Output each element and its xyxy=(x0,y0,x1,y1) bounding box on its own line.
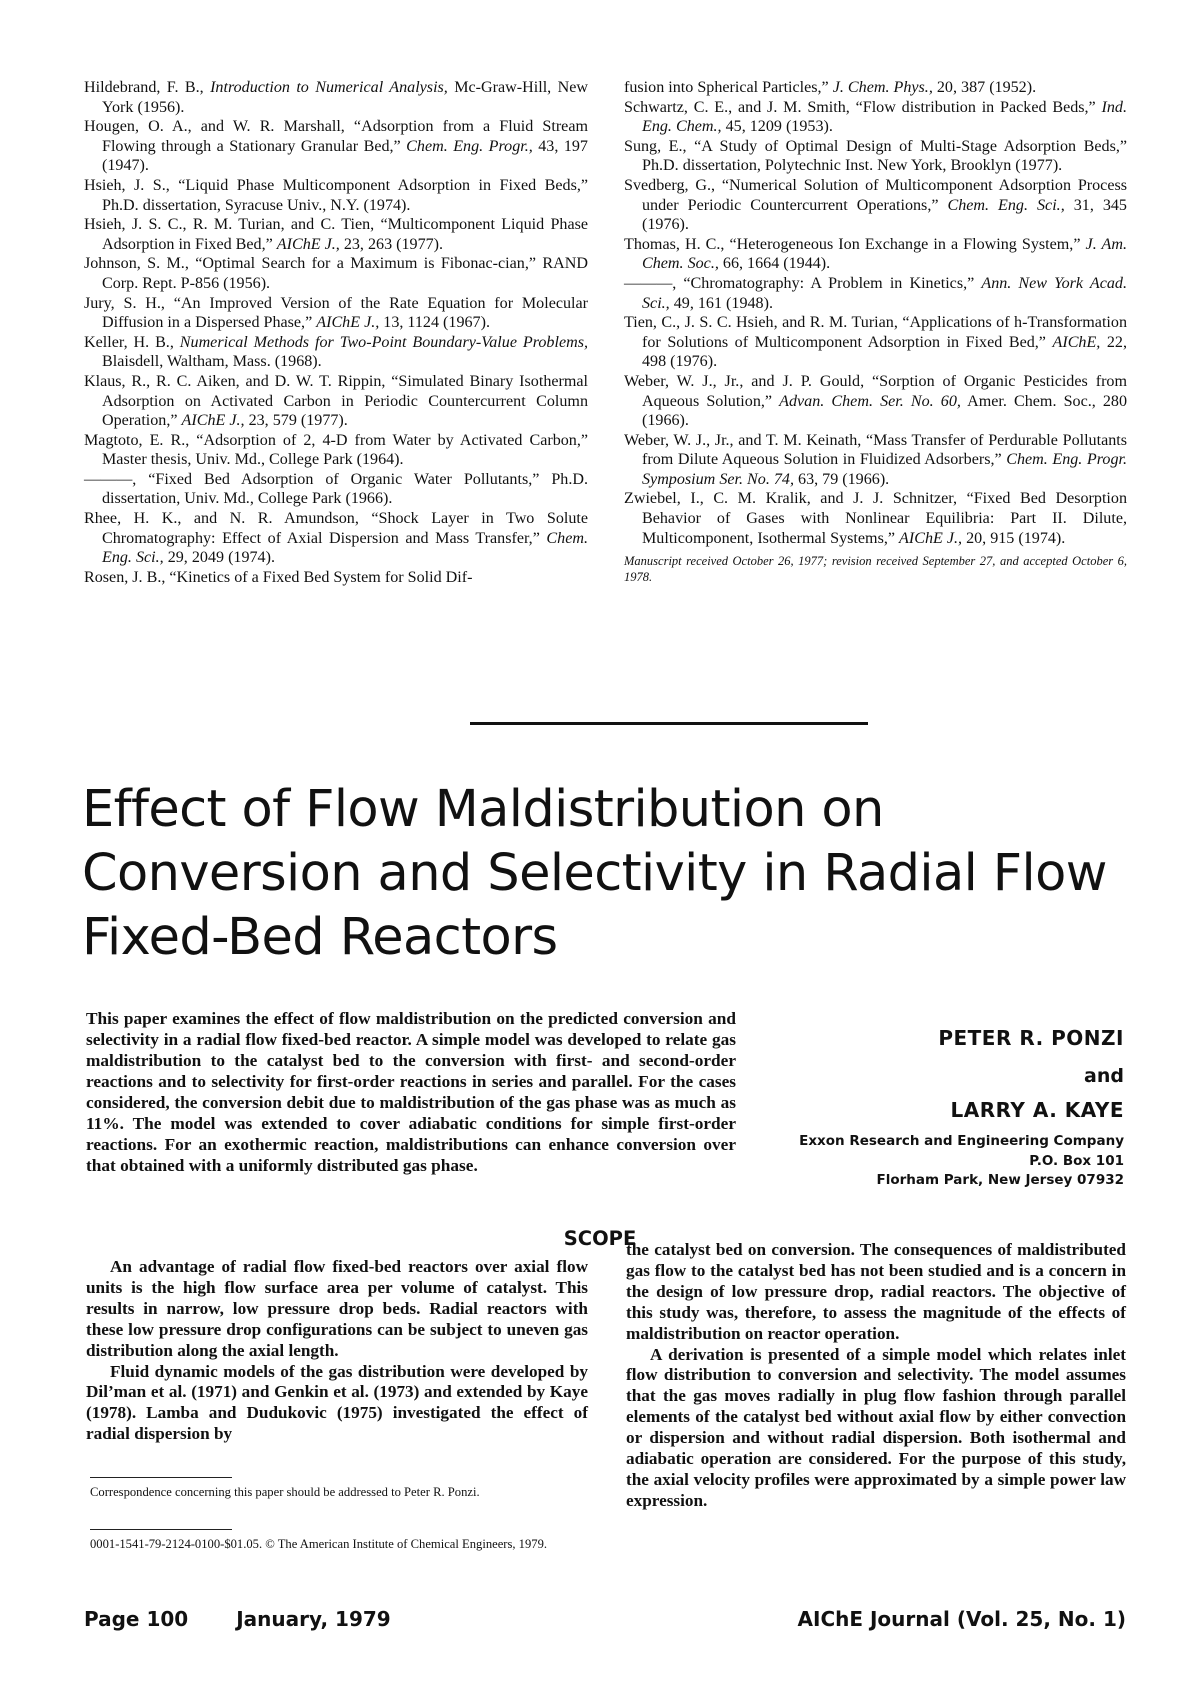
reference-entry: Rhee, H. K., and N. R. Amundson, “Shock Layer in Two Solute Chromatography: Effect of Axial Dispersion and Mass Transfer,” Chem. Eng. Sci., 29, 2049 (1974). xyxy=(84,510,588,567)
scope-paragraph: the catalyst bed on conversion. The consequences of maldistributed gas flow to the catalyst bed has not been studied and is a concern in the design of low pressure drop, radial reactors. The objective of this study was, therefore, to assess the magnitude of the effects of maldistribution on reactor operation. xyxy=(626,1240,1126,1343)
reference-entry: Hsieh, J. S., “Liquid Phase Multicomponent Adsorption in Fixed Beds,” Ph.D. dissertation, Syracuse Univ., N.Y. (1974). xyxy=(84,176,588,214)
reference-entry: ———, “Chromatography: A Problem in Kinetics,” Ann. New York Acad. Sci., 49, 161 (1948). xyxy=(624,274,1127,312)
reference-source: Advan. Chem. Ser. No. 60, xyxy=(779,392,961,410)
reference-source: AIChE J., xyxy=(316,314,380,332)
reference-source: Chem. Eng. Sci., xyxy=(102,529,588,567)
article-title: Effect of Flow Maldistribution on Conversion and Selectivity in Radial Flow Fixed-Bed Reactors xyxy=(82,780,1107,967)
page-footer-left xyxy=(84,1607,439,1631)
reference-entry: Klaus, R., R. C. Aiken, and D. W. T. Rippin, “Simulated Binary Isothermal Adsorption on Activated Carbon in Periodic Countercurrent Column Operation,” AIChE J., 23, 579 (1977). xyxy=(84,372,588,430)
issue-date: January, 1979 xyxy=(236,1607,391,1631)
page-number: Page 100 xyxy=(84,1607,189,1631)
reference-entry: Thomas, H. C., “Heterogeneous Ion Exchange in a Flowing System,” J. Am. Chem. Soc., 66, 1664 (1944). xyxy=(624,235,1127,273)
affiliation-line: Florham Park, New Jersey 07932 xyxy=(876,1172,1124,1188)
reference-source: AIChE, xyxy=(1052,333,1101,351)
affiliation xyxy=(760,1132,1124,1191)
scope-left-column xyxy=(86,1257,588,1445)
affiliation-line: Exxon Research and Engineering Company xyxy=(799,1133,1124,1149)
reference-source: Chem. Eng. Progr., xyxy=(406,137,533,155)
reference-entry: Jury, S. H., “An Improved Version of the Rate Equation for Molecular Diffusion in a Dispersed Phase,” AIChE J., 13, 1124 (1967). xyxy=(84,294,588,332)
author-name: PETER R. PONZI xyxy=(938,1026,1124,1050)
reference-source: AIChE J., xyxy=(899,529,963,547)
reference-entry: Keller, H. B., Numerical Methods for Two-Point Boundary-Value Problems, Blaisdell, Waltham, Mass. (1968). xyxy=(84,333,588,371)
author-name: LARRY A. KAYE xyxy=(950,1098,1124,1122)
reference-entry: Sung, E., “A Study of Optimal Design of Multi-Stage Adsorption Beds,” Ph.D. dissertation, Polytechnic Inst. New York, Brooklyn (1977). xyxy=(624,137,1127,175)
section-heading-scope: SCOPE xyxy=(563,1227,637,1250)
manuscript-note: Manuscript received October 26, 1977; revision received September 27, and accepted October 6, 1978. xyxy=(624,554,1127,584)
reference-entry: Zwiebel, I., C. M. Kralik, and J. J. Schnitzer, “Fixed Bed Desorption Behavior of Gases with Nonlinear Equilibria: Part II. Dilute, Multicomponent, Isothermal Systems,” AIChE J., 20, 915 (1974). xyxy=(624,490,1127,547)
reference-entry: Rosen, J. B., “Kinetics of a Fixed Bed System for Solid Dif- xyxy=(84,568,473,586)
reference-source: AIChE J., xyxy=(276,235,340,253)
footnote-rule xyxy=(90,1529,232,1530)
reference-entry: Weber, W. J., Jr., and J. P. Gould, “Sorption of Organic Pesticides from Aqueous Solution,” Advan. Chem. Ser. No. 60, Amer. Chem. Soc., 280 (1966). xyxy=(624,372,1128,430)
reference-entry: Svedberg, G., “Numerical Solution of Multicomponent Adsorption Process under Periodic Countercurrent Operations,” Chem. Eng. Sci., 31, 345 (1976). xyxy=(624,176,1127,234)
footnote-rule xyxy=(90,1477,232,1478)
reference-source: Ind. Eng. Chem., xyxy=(642,98,1127,136)
reference-source: J. Am. Chem. Soc., xyxy=(642,235,1127,273)
scope-right-column xyxy=(626,1240,1126,1512)
scope-paragraph: An advantage of radial flow fixed-bed reactors over axial flow units is the high flow surface area per volume of catalyst. This results in narrow, low pressure drop beds. Radial reactors with these low pressure drop configurations can be subject to uneven gas distribution along the axial length. xyxy=(86,1257,588,1360)
reference-source: Ann. New York Acad. Sci., xyxy=(642,274,1127,312)
reference-entry: Tien, C., J. S. C. Hsieh, and R. M. Turian, “Applications of h-Transformation for Solutions of Multicomponent Adsorption in Fixed Bed,” AIChE, 22, 498 (1976). xyxy=(624,314,1127,371)
reference-source: J. Chem. Phys., xyxy=(832,79,933,96)
reference-entry: Schwartz, C. E., and J. M. Smith, “Flow distribution in Packed Beds,” Ind. Eng. Chem., 45, 1209 (1953). xyxy=(624,98,1127,136)
abstract: This paper examines the effect of flow maldistribution on the predicted conversion and selectivity in a radial flow fixed-bed reactor. A simple model was developed to relate gas maldistribution to the catalyst bed to the conversion with first- and second-order reactions and to selectivity for first-order reactions in series and parallel. For the cases considered, the conversion debit due to maldistribution of the gas phase was as much as 11%. The model was extended to cover adiabatic conditions for simple first-order reactions. For an exothermic reaction, maldistributions can enhance conversion over that obtained with a uniformly distributed gas phase. xyxy=(86,1009,736,1175)
references-right-column xyxy=(624,78,1127,598)
reference-entry: Hsieh, J. S. C., R. M. Turian, and C. Tien, “Multicomponent Liquid Phase Adsorption in Fixed Bed,” AIChE J., 23, 263 (1977). xyxy=(84,216,588,253)
reference-entry: ———, “Fixed Bed Adsorption of Organic Water Pollutants,” Ph.D. dissertation, Univ. Md., College Park (1966). xyxy=(84,470,588,508)
reference-source: Introduction to Numerical Analysis, xyxy=(210,79,448,96)
author-block xyxy=(760,1024,1124,1191)
reference-entry: Hougen, O. A., and W. R. Marshall, “Adsorption from a Fluid Stream Flowing through a Stationary Granular Bed,” Chem. Eng. Progr., 43, 197 (1947). xyxy=(84,118,588,175)
reference-entry: Johnson, S. M., “Optimal Search for a Maximum is Fibonac-cian,” RAND Corp. Rept. P-856 (1956). xyxy=(84,255,588,292)
reference-entry: fusion into Spherical Particles,” J. Chem. Phys., 20, 387 (1952). xyxy=(624,79,1037,96)
references-left-column xyxy=(84,78,588,587)
journal-name: AIChE Journal (Vol. 25, No. 1) xyxy=(797,1607,1126,1631)
footnote-correspondence: Correspondence concerning this paper should be addressed to Peter R. Ponzi. xyxy=(90,1485,480,1499)
footnote-copyright: 0001-1541-79-2124-0100-$01.05. © The American Institute of Chemical Engineers, 1979. xyxy=(90,1537,548,1551)
scope-paragraph: A derivation is presented of a simple model which relates inlet flow distribution to conversion and selectivity. The model assumes that the gas moves radially in plug flow fashion through parallel elements of the catalyst bed without axial flow by either convection or dispersion and without radial dispersion. Both isothermal and adiabatic operation are considered. For the purpose of this study, the axial velocity profiles were approximated by a simple power law expression. xyxy=(626,1344,1126,1510)
reference-entry: Weber, W. J., Jr., and T. M. Keinath, “Mass Transfer of Perdurable Pollutants from Dilute Aqueous Solution in Fluidized Adsorbers,” Chem. Eng. Progr. Symposium Ser. No. 74, 63, 79 (1966). xyxy=(624,431,1127,488)
reference-source: AIChE J., xyxy=(181,412,245,430)
scope-paragraph: Fluid dynamic models of the gas distribution were developed by Dil’man et al. (1971) and Genkin et al. (1973) and extended by Kaye (1978). Lamba and Dudukovic (1975) investigated the effect of radial dispersion by xyxy=(86,1361,588,1444)
author-conjunction: and xyxy=(1084,1065,1124,1087)
affiliation-line: P.O. Box 101 xyxy=(1029,1152,1124,1169)
reference-source: Numerical Methods for Two-Point Boundary-Value Problems, xyxy=(179,333,588,351)
reference-entry: Magtoto, E. R., “Adsorption of 2, 4-D from Water by Activated Carbon,” Master thesis, Univ. Md., College Park (1964). xyxy=(84,431,588,469)
reference-source: Chem. Eng. Progr. Symposium Ser. No. 74, xyxy=(642,451,1127,488)
section-divider xyxy=(470,722,868,725)
reference-entry: Hildebrand, F. B., Introduction to Numerical Analysis, Mc-Graw-Hill, New York (1956). xyxy=(84,79,588,116)
reference-source: Chem. Eng. Sci., xyxy=(947,196,1065,214)
